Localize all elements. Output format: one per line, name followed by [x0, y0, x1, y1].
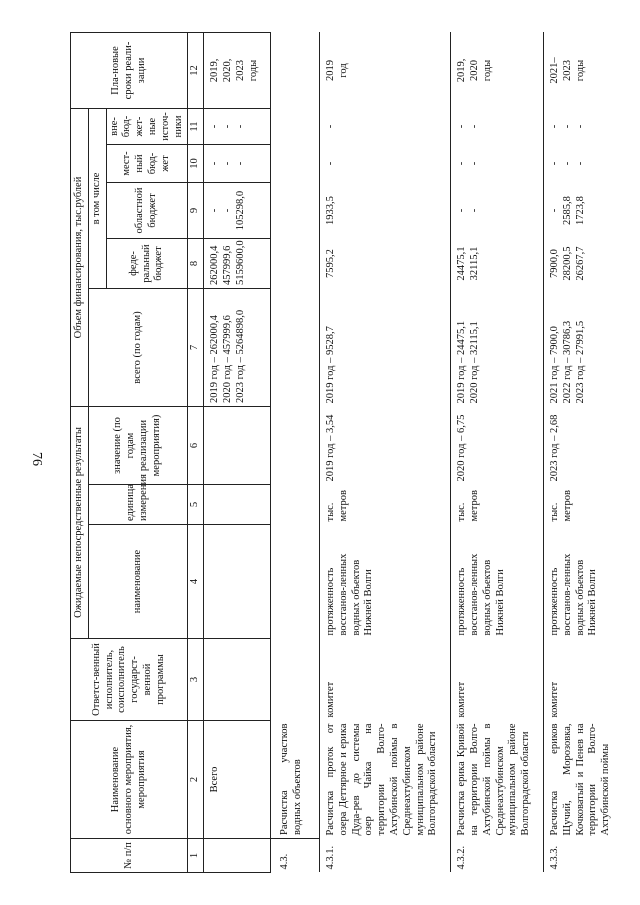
cell-result-unit: тыс. метров — [319, 485, 450, 525]
cell-responsible: комитет — [543, 639, 622, 721]
column-number: 10 — [188, 145, 204, 183]
cell-terms: 2019 год — [319, 32, 450, 108]
cell-name: Расчистка ериков Щучий, Морозовка, Кочковатый и Пенев на территории Волго-Ахтубинской поймы — [543, 721, 622, 839]
column-number: 9 — [188, 183, 204, 239]
cell-terms: 2019, 2020 годы — [451, 32, 544, 108]
cell-num: 4.3.3. — [543, 839, 622, 873]
cell-result-unit — [204, 485, 271, 525]
cell-federal: 7900,0 28200,5 26267,7 — [543, 239, 622, 289]
cell-name: Расчистка проток от озера Деттярное и ерика Дуда-рев до системы озер Чайка на территории Волго-Ахтубинской поймы в Среднеахтубинском муниципальном районе Волгоградской области — [319, 721, 450, 839]
header-num: № п/п — [71, 839, 188, 873]
cell-extrabudgetary — [271, 108, 320, 144]
cell-federal: 7595,2 — [319, 239, 450, 289]
cell-terms: 2019, 2020, 2023 годы — [204, 32, 271, 108]
cell-name: Расчистка ерика Кривой на территории Волго-Ахтубинской поймы в Среднеахтубинском муниципальном районе Волгоградской области — [451, 721, 544, 839]
header-responsible: Ответст-венный исполнитель, соисполнитель государст-венной программы — [71, 639, 188, 721]
cell-extrabudgetary: - — [319, 108, 450, 144]
column-number: 2 — [188, 721, 204, 839]
cell-name: Всего — [204, 721, 271, 839]
cell-responsible: комитет — [319, 639, 450, 721]
cell-financing-total — [271, 289, 320, 407]
column-number: 6 — [188, 407, 204, 485]
cell-regional: - - 105298,0 — [204, 183, 271, 239]
cell-result-value: 2019 год – 3,54 — [319, 407, 450, 485]
cell-result-value — [204, 407, 271, 485]
cell-local — [271, 145, 320, 183]
cell-extrabudgetary: - - — [451, 108, 544, 144]
cell-local: - - — [451, 145, 544, 183]
cell-responsible — [204, 639, 271, 721]
cell-federal: 24475,1 32115,1 — [451, 239, 544, 289]
header-extrabudgetary: вне-бюд-жет-ные источ-ники — [106, 108, 188, 144]
cell-local: - — [319, 145, 450, 183]
cell-result-unit: тыс. метров — [451, 485, 544, 525]
cell-name: Расчистка участков водных объектов — [279, 723, 304, 835]
cell-extrabudgetary: - - - — [543, 108, 622, 144]
header-name: Наименование основного мероприятия, мероприятия — [71, 721, 188, 839]
header-terms: Пла-новые сроки реали-зации — [71, 32, 188, 108]
cell-result-value: 2023 год – 2,68 — [543, 407, 622, 485]
header-regional-budget: областной бюджет — [106, 183, 188, 239]
cell-federal — [271, 239, 320, 289]
cell-financing-total: 2021 год – 7900,0 2022 год – 30786,3 2023 год – 27991,5 — [543, 289, 622, 407]
cell-regional: - - — [451, 183, 544, 239]
cell-financing-total: 2019 год – 262000,4 2020 год – 457999,6 2023 год – 5264898,0 — [204, 289, 271, 407]
header-financing-group: Объем финансирования, тыс.рублей — [71, 108, 89, 406]
cell-extrabudgetary: - - - — [204, 108, 271, 144]
header-financing-including: в том числе — [88, 108, 106, 288]
column-number: 8 — [188, 239, 204, 289]
cell-responsible: комитет — [451, 639, 544, 721]
cell-regional: 1933,5 — [319, 183, 450, 239]
cell-local: - - - — [204, 145, 271, 183]
header-result-unit: единица измерения — [88, 485, 188, 525]
header-result-name: наименование — [88, 525, 188, 639]
column-number: 5 — [188, 485, 204, 525]
cell-result-unit: тыс. метров — [543, 485, 622, 525]
cell-result-name: протяженность восстанов-ленных водных объектов Нижней Волги — [543, 525, 622, 639]
column-number: 7 — [188, 289, 204, 407]
cell-regional: - 2585,8 1723,8 — [543, 183, 622, 239]
cell-num — [204, 839, 271, 873]
header-result-value: значение (по годам реализации мероприятия) — [88, 407, 188, 485]
cell-result-value — [271, 407, 320, 485]
column-number: 12 — [188, 32, 204, 108]
column-number: 11 — [188, 108, 204, 144]
table-row — [451, 32, 544, 872]
cell-num: 4.3. — [271, 839, 320, 873]
cell-result-unit — [271, 485, 320, 525]
table-row-section — [271, 32, 320, 872]
header-federal-budget: феде-ральный бюджет — [106, 239, 188, 289]
header-local-budget: мест-ный бюд-жет — [106, 145, 188, 183]
header-financing-total: всего (по годам) — [88, 289, 188, 407]
cell-result-name — [271, 525, 320, 639]
cell-result-value: 2020 год – 6,75 — [451, 407, 544, 485]
table-row — [543, 32, 622, 872]
table-row — [319, 32, 450, 872]
cell-regional — [271, 183, 320, 239]
rotated-page-content — [70, 33, 626, 873]
cell-num: 4.3.1. — [319, 839, 450, 873]
cell-terms — [271, 32, 320, 108]
column-number: 1 — [188, 839, 204, 873]
cell-num: 4.3.2. — [451, 839, 544, 873]
page-number: 76 — [29, 452, 44, 466]
program-activities-table — [70, 32, 623, 873]
header-results-group: Ожидаемые непосредственные результаты — [71, 407, 89, 639]
cell-result-name: протяженность восстанов-ленных водных объектов Нижней Волги — [319, 525, 450, 639]
cell-financing-total: 2019 год – 9528,7 — [319, 289, 450, 407]
cell-local: - - - — [543, 145, 622, 183]
cell-responsible — [271, 639, 320, 721]
cell-result-name — [204, 525, 271, 639]
cell-terms: 2021– 2023 годы — [543, 32, 622, 108]
column-number: 3 — [188, 639, 204, 721]
cell-result-name: протяженность восстанов-ленных водных объектов Нижней Волги — [451, 525, 544, 639]
table-row-total — [204, 32, 271, 872]
column-number: 4 — [188, 525, 204, 639]
cell-financing-total: 2019 год – 24475,1 2020 год – 32115,1 — [451, 289, 544, 407]
cell-federal: 262000,4 457999,6 5159600,0 — [204, 239, 271, 289]
